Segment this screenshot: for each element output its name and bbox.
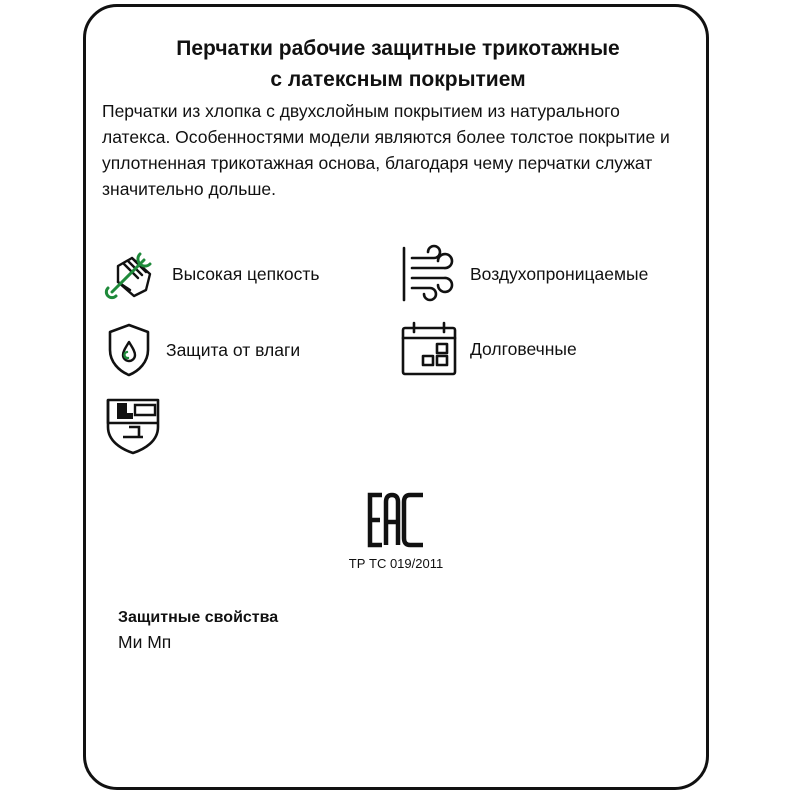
- protective-properties-title: Защитные свойства: [118, 609, 279, 626]
- eac-certification-mark: [366, 492, 426, 548]
- feature-moisture-protection-label: Защита от влаги: [166, 339, 301, 360]
- feature-moisture-protection: [104, 322, 300, 378]
- feature-mechanical-protection: [105, 397, 161, 455]
- feature-durable-label: Долговечные: [470, 338, 577, 359]
- product-description: Перчатки из хлопка с двухслойным покрытием из натурального латекса. Особенностями модели являются более толстое покрытие и уплотненная трикотажная основа, благодаря чему перчатки служат значительно дольше.: [102, 101, 670, 199]
- product-title: [83, 33, 713, 95]
- feature-durable: [400, 320, 577, 378]
- product-title-line2: с латексным покрытием: [270, 68, 526, 91]
- feature-breathable-label: Воздухопроницаемые: [470, 263, 649, 284]
- calendar-icon: [400, 320, 458, 378]
- feature-high-grip-label: Высокая цепкость: [172, 263, 320, 284]
- feature-breathable: [400, 244, 648, 304]
- mechanical-protection-shield-icon: [105, 397, 161, 455]
- protective-properties-value: Ми Мп: [118, 632, 172, 652]
- feature-high-grip: [104, 246, 320, 302]
- shield-drop-icon: [104, 322, 154, 378]
- product-title-line1: Перчатки рабочие защитные трикотажные: [176, 37, 620, 60]
- glove-wrench-icon: [104, 246, 160, 302]
- certification-standard: ТР ТС 019/2011: [348, 556, 444, 571]
- wind-icon: [400, 244, 458, 304]
